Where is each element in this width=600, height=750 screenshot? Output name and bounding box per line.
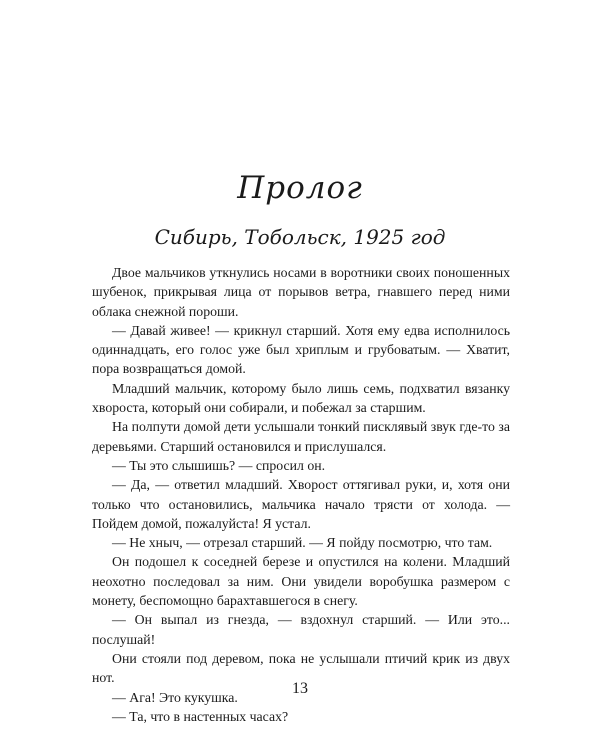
paragraph: Они стояли под деревом, пока не услышали птичий крик из двух нот. [92,650,510,686]
paragraph: На полпути домой дети услышали тонкий писклявый звук где-то за деревьями. Старший остановился и прислушался. [92,419,510,454]
paragraph: Он подошел к соседней березе и опустился на колени. Младший неохотно последовал за ним. Они увидели воробушка размером с монету, беспомощно барахтавшегося в снегу. [92,554,510,609]
paragraph: — Ты это слышишь? — спросил он. [112,457,326,473]
paragraph: — Ага! Это кукушка. [112,689,238,705]
paragraph: — Давай живее! — крикнул старший. Хотя ему едва исполнилось одиннадцать, его голос уже был хриплым и грубоватым. — Хватит, пора возвращаться домой. [92,322,510,377]
paragraph: Младший мальчик, которому было лишь семь, подхватил вязанку хвороста, который они собирали, и побежал за старшим. [92,380,510,416]
chapter-title: Пролог [237,170,363,206]
paragraph: — Да, — ответил младший. Хворост оттягивал руки, и, хотя они только что остановились, мальчика начало трясти от холода. — Пойдем домой, пожалуйста! Я устал. [92,477,510,531]
chapter-subtitle: Сибирь, Тобольск, 1925 год [154,225,446,249]
paragraph: Двое мальчиков уткнулись носами в воротники своих поношенных шубенок, прикрывая лица от порывов ветра, гнавшего перед ними облака снежной пороши. [92,265,510,319]
paragraph: — Та, что в настенных часах? [112,708,289,724]
paragraph: — Не хныч, — отрезал старший. — Я пойду посмотрю, что там. [112,535,493,551]
paragraph: — Он выпал из гнезда, — вздохнул старший. — Или это... послушай! [92,612,510,647]
body-text [92,263,510,726]
page-number: 13 [292,680,308,697]
